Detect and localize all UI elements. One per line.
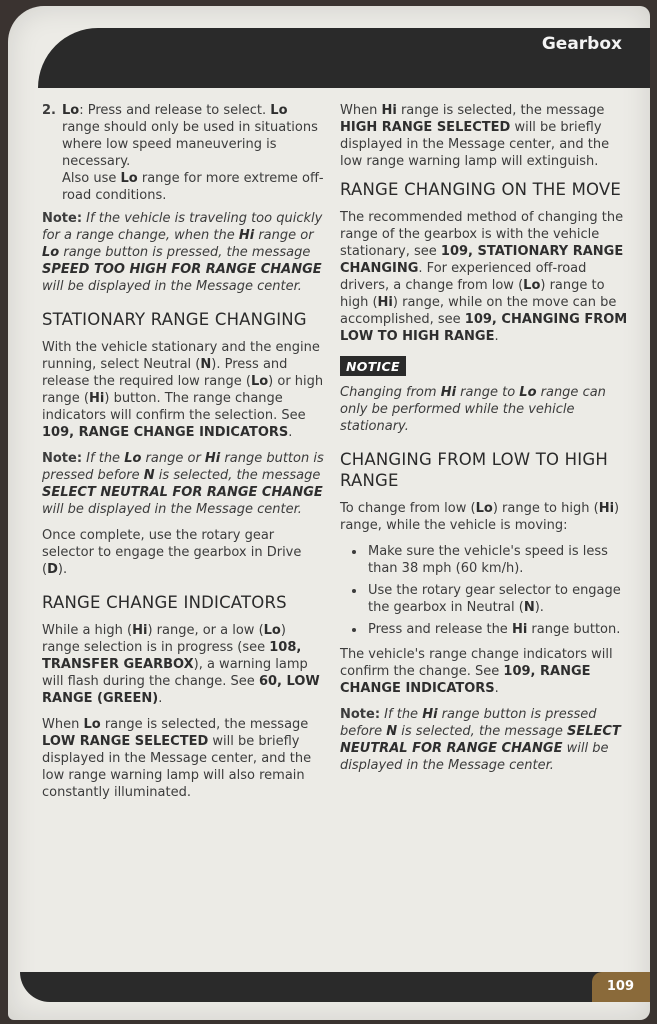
- left-column: [42, 102, 324, 810]
- note-speed-too-high: Note: If the vehicle is traveling too quickly for a range change, when the Hi range or Lo range button is pressed, the message SPEED TOO HIGH FOR RANGE CHANGE will be displayed in the Message center.: [42, 211, 323, 294]
- note-select-neutral: Note: If the Lo range or Hi range button is pressed before N is selected, the message SELECT NEUTRAL FOR RANGE CHANGE will be displayed in the Message center.: [42, 451, 324, 517]
- paragraph-when-lo: When Lo range is selected, the message LOW RANGE SELECTED will be briefly displayed in the Message center, and the low range warning lamp will also remain constantly illuminated.: [42, 717, 312, 800]
- list-item-body: Lo: Press and release to select. Lo range should only be used in situations where low speed maneuvering is necessary. Also use Lo range for more extreme off-road conditions.: [62, 103, 324, 203]
- section-title: Gearbox: [541, 34, 622, 54]
- footer-band: [20, 972, 650, 1002]
- paragraph-on-the-move: The recommended method of changing the range of the gearbox is with the vehicle stationary, see 109, STATIONARY RANGE CHANGING. For experienced off-road drivers, a change from low (Lo) range to high (Hi) range, while on the move can be accomplished, see 109, CHANGING FROM LOW TO HIGH RANGE.: [340, 210, 628, 344]
- paragraph-confirm: The vehicle's range change indicators will confirm the change. See 109, RANGE CHANGE INDICATORS.: [340, 647, 613, 696]
- page-number: 109: [606, 979, 634, 994]
- paragraph-indicators: While a high (Hi) range, or a low (Lo) range selection is in progress (see 108, TRANSFER GEARBOX), a warning lamp will flash during the change. See 60, LOW RANGE (GREEN).: [42, 623, 320, 706]
- notice-text: Changing from Hi range to Lo range can only be performed while the vehicle stationary.: [340, 385, 606, 434]
- heading-range-changing-on-the-move: RANGE CHANGING ON THE MOVE: [340, 180, 622, 199]
- heading-stationary-range-changing: STATIONARY RANGE CHANGING: [42, 310, 307, 329]
- paragraph-stationary: With the vehicle stationary and the engine running, select Neutral (N). Press and release the required low range (Lo) or high range (Hi) button. The range change indicators will confirm the selection. See 109, RANGE CHANGE INDICATORS.: [42, 340, 324, 440]
- paragraph-when-hi: When Hi range is selected, the message HIGH RANGE SELECTED will be briefly displayed in the Message center, and the low range warning lamp will extinguish.: [340, 103, 610, 169]
- heading-range-change-indicators: RANGE CHANGE INDICATORS: [42, 593, 287, 612]
- list-item: • Make sure the vehicle's speed is less than 38 mph (60 km/h).: [366, 543, 628, 577]
- list-number: 2.: [42, 103, 56, 118]
- heading-changing-from-low-to-high: CHANGING FROM LOW TO HIGH RANGE: [340, 450, 608, 490]
- bullet-list: [340, 543, 628, 638]
- right-column: [340, 102, 628, 783]
- manual-page: [8, 6, 650, 1020]
- paragraph-once-complete: Once complete, use the rotary gear selector to engage the gearbox in Drive (D).: [42, 528, 302, 577]
- note-select-neutral-hi: Note: If the Hi range button is pressed before N is selected, the message SELECT NEUTRAL FOR RANGE CHANGE will be displayed in the Message center.: [340, 707, 621, 773]
- list-item: • Use the rotary gear selector to engage the gearbox in Neutral (N).: [366, 582, 628, 616]
- notice-badge: NOTICE: [340, 356, 406, 376]
- paragraph-low-high-intro: To change from low (Lo) range to high (Hi) range, while the vehicle is moving:: [340, 501, 620, 533]
- list-item: • Press and release the Hi range button.: [366, 621, 628, 638]
- list-item: [42, 102, 324, 204]
